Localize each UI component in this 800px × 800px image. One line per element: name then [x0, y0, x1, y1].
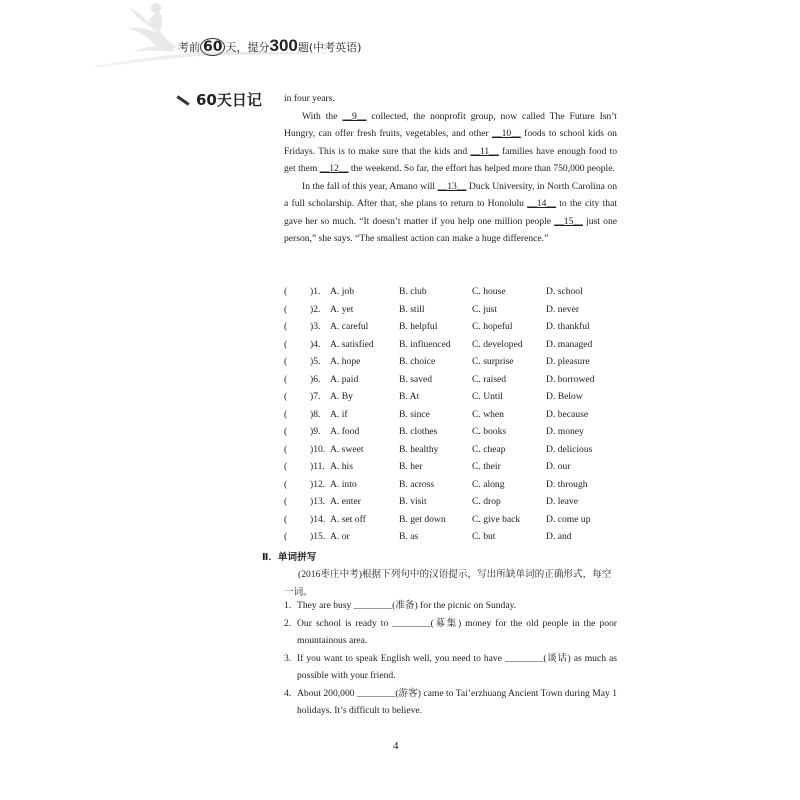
- option-d: D. money: [546, 426, 584, 437]
- option-row: [284, 336, 624, 354]
- option-row: [284, 528, 624, 546]
- instruction-text: (2016枣庄中考)根据下列句中的汉语提示，写出所缺单词的正确形式，每空一词。: [284, 569, 612, 598]
- item-text: About 200,000 ________(游客) came to Tai’erzhuang Ancient Town during May 1 holidays. It’s difficult to believe.: [297, 688, 617, 716]
- side-label-text: 60天日记: [196, 91, 262, 109]
- option-b: B. get down: [399, 513, 446, 525]
- option-row: [284, 353, 624, 371]
- question-number: )15.: [310, 531, 326, 542]
- passage-text: Duck University, in North Carolina on a full scholarship. After that, she plans to return to Honolulu: [284, 180, 617, 209]
- item-number: 1.: [284, 600, 292, 611]
- header-days: 60: [200, 38, 225, 56]
- answer-paren: (: [284, 408, 288, 420]
- answer-blank: __13__: [437, 180, 467, 192]
- section-title: Ⅱ．单词拼写: [262, 552, 317, 563]
- diary-side-label: [176, 89, 262, 110]
- option-b: B. clothes: [399, 426, 438, 437]
- question-number: )2.: [310, 303, 321, 315]
- option-row: [284, 371, 624, 389]
- header-suffix2: 题(中考英语): [297, 41, 362, 54]
- passage-paragraph: [284, 108, 617, 178]
- option-d: D. because: [546, 408, 589, 420]
- passage-text: to the city that gave her so much. “It doesn’t matter if you help one million people: [284, 198, 617, 227]
- passage-text: With the: [302, 110, 343, 122]
- option-c: C. along: [472, 478, 505, 490]
- item-text: They are busy ________(准备) for the picnic on Sunday.: [297, 600, 517, 611]
- question-number: )4.: [310, 338, 321, 350]
- option-d: D. never: [546, 303, 580, 315]
- option-a: A. job: [330, 286, 354, 297]
- answer-paren: (: [284, 513, 288, 525]
- question-number: )7.: [310, 391, 321, 402]
- section-instruction: [284, 566, 617, 601]
- option-a: A. food: [330, 426, 360, 437]
- option-d: D. our: [546, 461, 571, 472]
- option-a: A. careful: [330, 321, 369, 332]
- option-b: B. since: [399, 408, 430, 420]
- passage-text: the weekend. So far, the effort has helped more than 750,000 people.: [348, 163, 615, 174]
- option-d: D. come up: [546, 513, 591, 525]
- option-row: [284, 476, 624, 494]
- item-number: 3.: [284, 653, 292, 664]
- option-c: C. house: [472, 286, 506, 297]
- question-number: )13.: [310, 496, 326, 507]
- answer-paren: (: [284, 496, 288, 507]
- option-c: C. drop: [472, 496, 501, 507]
- options-list: [284, 283, 624, 546]
- option-b: B. saved: [399, 373, 433, 385]
- option-b: B. visit: [399, 496, 427, 507]
- option-row: [284, 493, 624, 511]
- passage-text: families have enough food to get them: [284, 145, 618, 174]
- option-b: B. At: [399, 391, 420, 402]
- answer-blank: __10__: [492, 128, 521, 139]
- option-a: A. enter: [330, 496, 361, 507]
- option-d: D. delicious: [546, 443, 593, 455]
- option-c: C. surprise: [472, 356, 514, 367]
- runner-banner-graphic: [0, 0, 800, 70]
- answer-paren: (: [284, 391, 288, 402]
- option-c: C. when: [472, 408, 504, 420]
- option-row: [284, 301, 624, 319]
- spelling-items: [284, 597, 617, 720]
- question-number: )12.: [310, 478, 326, 490]
- item-number: 4.: [284, 688, 292, 699]
- option-a: A. sweet: [330, 443, 364, 455]
- header-count: 300: [269, 36, 298, 55]
- option-row: [284, 423, 624, 441]
- answer-paren: (: [284, 338, 288, 350]
- option-b: B. helpful: [399, 321, 438, 332]
- page-number: 4: [393, 740, 399, 752]
- header-suffix: 天，提分: [225, 41, 270, 54]
- passage-paragraph: [284, 178, 617, 248]
- item-text: Our school is ready to ________(募集) money for the old people in the poor mountainous area.: [297, 618, 617, 646]
- question-number: )14.: [310, 513, 326, 525]
- question-number: )9.: [310, 426, 321, 437]
- question-number: )11.: [310, 461, 325, 472]
- option-b: B. choice: [399, 356, 436, 367]
- answer-blank: __15__: [554, 215, 583, 227]
- option-d: D. school: [546, 286, 583, 297]
- option-a: A. yet: [330, 303, 354, 315]
- option-c: C. books: [472, 426, 507, 437]
- option-b: B. across: [399, 478, 435, 490]
- answer-blank: __12__: [319, 163, 349, 174]
- option-d: D. through: [546, 478, 588, 490]
- header-prefix: 考前: [178, 41, 200, 54]
- option-b: B. her: [399, 461, 423, 472]
- option-b: B. club: [399, 286, 427, 297]
- option-b: B. healthy: [399, 443, 439, 455]
- passage-text: just one person,” she says. “The smallest action can make a huge difference.”: [284, 215, 618, 244]
- option-c: C. their: [472, 461, 501, 472]
- answer-paren: (: [284, 443, 288, 455]
- option-d: D. managed: [546, 338, 593, 350]
- option-row: [284, 458, 624, 476]
- passage-text: foods to school kids on Fridays. This is to make sure that the kids and: [284, 128, 617, 157]
- option-row: [284, 441, 624, 459]
- option-b: B. as: [399, 531, 419, 542]
- option-c: C. cheap: [472, 443, 506, 455]
- option-a: A. if: [330, 408, 348, 420]
- option-a: A. or: [330, 531, 350, 542]
- option-b: B. still: [399, 303, 425, 315]
- option-a: A. paid: [330, 373, 359, 385]
- passage-text: In the fall of this year, Amano will: [302, 180, 438, 192]
- option-a: A. set off: [330, 513, 366, 525]
- option-row: [284, 511, 624, 529]
- passage-text: in four years.: [284, 93, 335, 104]
- spelling-item: [284, 615, 617, 649]
- option-row: [284, 283, 624, 301]
- option-row: [284, 406, 624, 424]
- option-d: D. Below: [546, 391, 583, 402]
- answer-paren: (: [284, 478, 288, 490]
- option-c: C. Until: [472, 391, 503, 402]
- option-d: D. borrowed: [546, 373, 595, 385]
- passage-paragraph: [284, 90, 617, 108]
- question-number: )6.: [310, 373, 321, 385]
- option-row: [284, 388, 624, 406]
- option-a: A. hope: [330, 356, 361, 367]
- answer-paren: (: [284, 531, 288, 542]
- question-number: )5.: [310, 356, 321, 367]
- answer-blank: __14__: [527, 198, 556, 209]
- option-c: C. raised: [472, 373, 507, 385]
- option-row: [284, 318, 624, 336]
- passage-text: collected, the nonprofit group, now called The Future Isn’t Hungry, can offer fresh fruits, vegetables, and other: [284, 110, 617, 139]
- option-c: C. hopeful: [472, 321, 513, 332]
- answer-paren: (: [284, 303, 288, 315]
- header-decoration: [0, 0, 800, 70]
- answer-paren: (: [284, 461, 288, 472]
- item-text: If you want to speak English well, you need to have ________(谈话) as much as possible with your friend.: [297, 653, 617, 681]
- option-b: B. influenced: [399, 338, 451, 350]
- option-d: D. leave: [546, 496, 578, 507]
- answer-paren: (: [284, 426, 288, 437]
- question-number: )1.: [310, 286, 321, 297]
- answer-paren: (: [284, 321, 288, 332]
- answer-blank: __9__: [342, 110, 367, 122]
- slash-mark-icon: [176, 95, 189, 105]
- option-c: C. but: [472, 531, 496, 542]
- question-number: )3.: [310, 321, 321, 332]
- answer-blank: __11__: [470, 145, 499, 157]
- question-number: )10.: [310, 443, 326, 455]
- option-c: C. just: [472, 303, 498, 315]
- option-c: C. give back: [472, 513, 521, 525]
- item-number: 2.: [284, 618, 292, 629]
- option-a: A. his: [330, 461, 353, 472]
- answer-paren: (: [284, 373, 288, 385]
- option-a: A. By: [330, 391, 353, 402]
- answer-paren: (: [284, 356, 288, 367]
- option-a: A. satisfied: [330, 338, 374, 350]
- answer-paren: (: [284, 286, 288, 297]
- reading-passage: [284, 90, 617, 248]
- option-d: D. pleasure: [546, 356, 590, 367]
- option-d: D. and: [546, 531, 572, 542]
- option-c: C. developed: [472, 338, 523, 350]
- option-d: D. thankful: [546, 321, 590, 332]
- spelling-item: [284, 685, 617, 719]
- option-a: A. into: [330, 478, 357, 490]
- question-number: )8.: [310, 408, 321, 420]
- spelling-item: [284, 597, 617, 614]
- spelling-item: [284, 650, 617, 684]
- running-header: [178, 36, 361, 56]
